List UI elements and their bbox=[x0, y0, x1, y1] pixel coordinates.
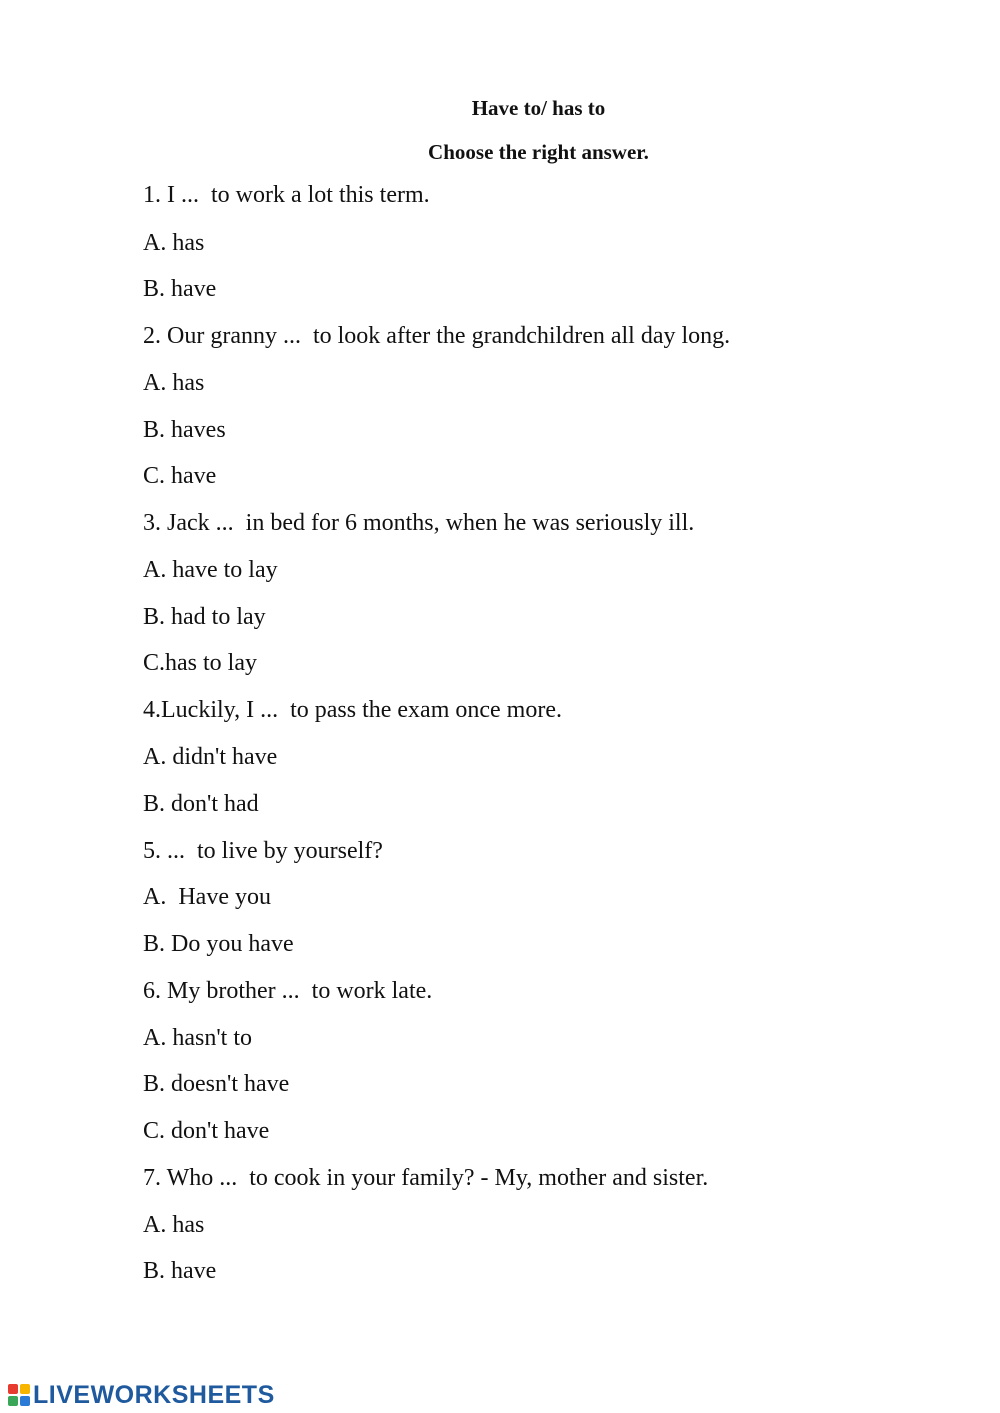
question-6-option-b[interactable]: B. doesn't have bbox=[143, 1071, 290, 1097]
liveworksheets-logo-text: LIVEWORKSHEETS bbox=[33, 1380, 275, 1409]
question-3-option-a[interactable]: A. have to lay bbox=[143, 557, 278, 583]
question-4-text: 4.Luckily, I ... to pass the exam once more. bbox=[143, 697, 562, 723]
question-5-option-a[interactable]: A. Have you bbox=[143, 884, 271, 910]
question-6-text: 6. My brother ... to work late. bbox=[143, 978, 433, 1004]
question-5-option-b[interactable]: B. Do you have bbox=[143, 931, 294, 957]
question-3-text: 3. Jack ... in bed for 6 months, when he was seriously ill. bbox=[143, 510, 695, 536]
worksheet-instruction: Choose the right answer. bbox=[428, 140, 649, 164]
question-1-option-a[interactable]: A. has bbox=[143, 230, 205, 256]
question-1-text: 1. I ... to work a lot this term. bbox=[143, 182, 430, 208]
question-2-option-c[interactable]: C. have bbox=[143, 463, 217, 489]
question-5-text: 5. ... to live by yourself? bbox=[143, 838, 383, 864]
question-7-option-b[interactable]: B. have bbox=[143, 1258, 217, 1284]
liveworksheets-logo[interactable] bbox=[8, 1380, 275, 1410]
question-6-option-c[interactable]: C. don't have bbox=[143, 1118, 270, 1144]
question-1-option-b[interactable]: B. have bbox=[143, 276, 217, 302]
question-4-option-a[interactable]: A. didn't have bbox=[143, 744, 278, 770]
question-7-option-a[interactable]: A. has bbox=[143, 1212, 205, 1238]
question-4-option-b[interactable]: B. don't had bbox=[143, 791, 259, 817]
question-2-option-a[interactable]: A. has bbox=[143, 370, 205, 396]
question-7-text: 7. Who ... to cook in your family? - My, mother and sister. bbox=[143, 1165, 709, 1191]
question-2-text: 2. Our granny ... to look after the grandchildren all day long. bbox=[143, 323, 731, 349]
worksheet-title: Have to/ has to bbox=[471, 96, 606, 120]
question-2-option-b[interactable]: B. haves bbox=[143, 417, 226, 443]
liveworksheets-logo-icon bbox=[8, 1384, 30, 1406]
question-3-option-c[interactable]: C.has to lay bbox=[143, 650, 257, 676]
question-3-option-b[interactable]: B. had to lay bbox=[143, 604, 266, 630]
question-6-option-a[interactable]: A. hasn't to bbox=[143, 1025, 252, 1051]
